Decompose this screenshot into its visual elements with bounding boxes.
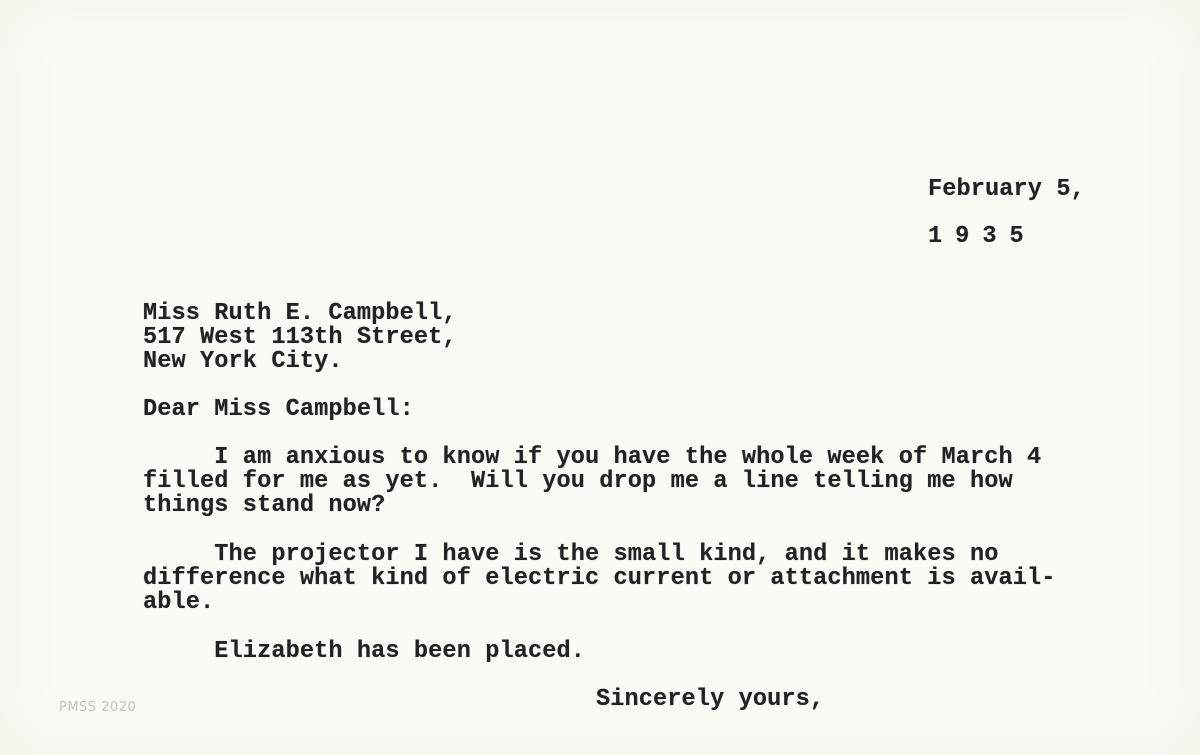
date-month-day: February 5,	[928, 176, 1085, 203]
archive-watermark: PMSS 2020	[59, 700, 137, 715]
paragraph-3-line-1: Elizabeth has been placed.	[143, 638, 586, 665]
paragraph-1-line-2: filled for me as yet. Will you drop me a line telling me how	[143, 468, 1013, 495]
recipient-city: New York City.	[143, 348, 343, 375]
closing: Sincerely yours,	[596, 686, 825, 713]
paragraph-2-line-3: able.	[143, 589, 215, 616]
paragraph-1-line-1: I am anxious to know if you have the whole week of March 4	[143, 444, 1042, 471]
salutation: Dear Miss Campbell:	[143, 396, 414, 423]
paragraph-2-line-1: The projector I have is the small kind, and it makes no	[143, 541, 999, 568]
recipient-name: Miss Ruth E. Campbell,	[143, 300, 457, 327]
paragraph-2-line-2: difference what kind of electric current or attachment is avail-	[143, 565, 1056, 592]
paragraph-1-line-3: things stand now?	[143, 492, 386, 519]
recipient-street: 517 West 113th Street,	[143, 324, 457, 351]
date-year: 1935	[928, 223, 1037, 250]
